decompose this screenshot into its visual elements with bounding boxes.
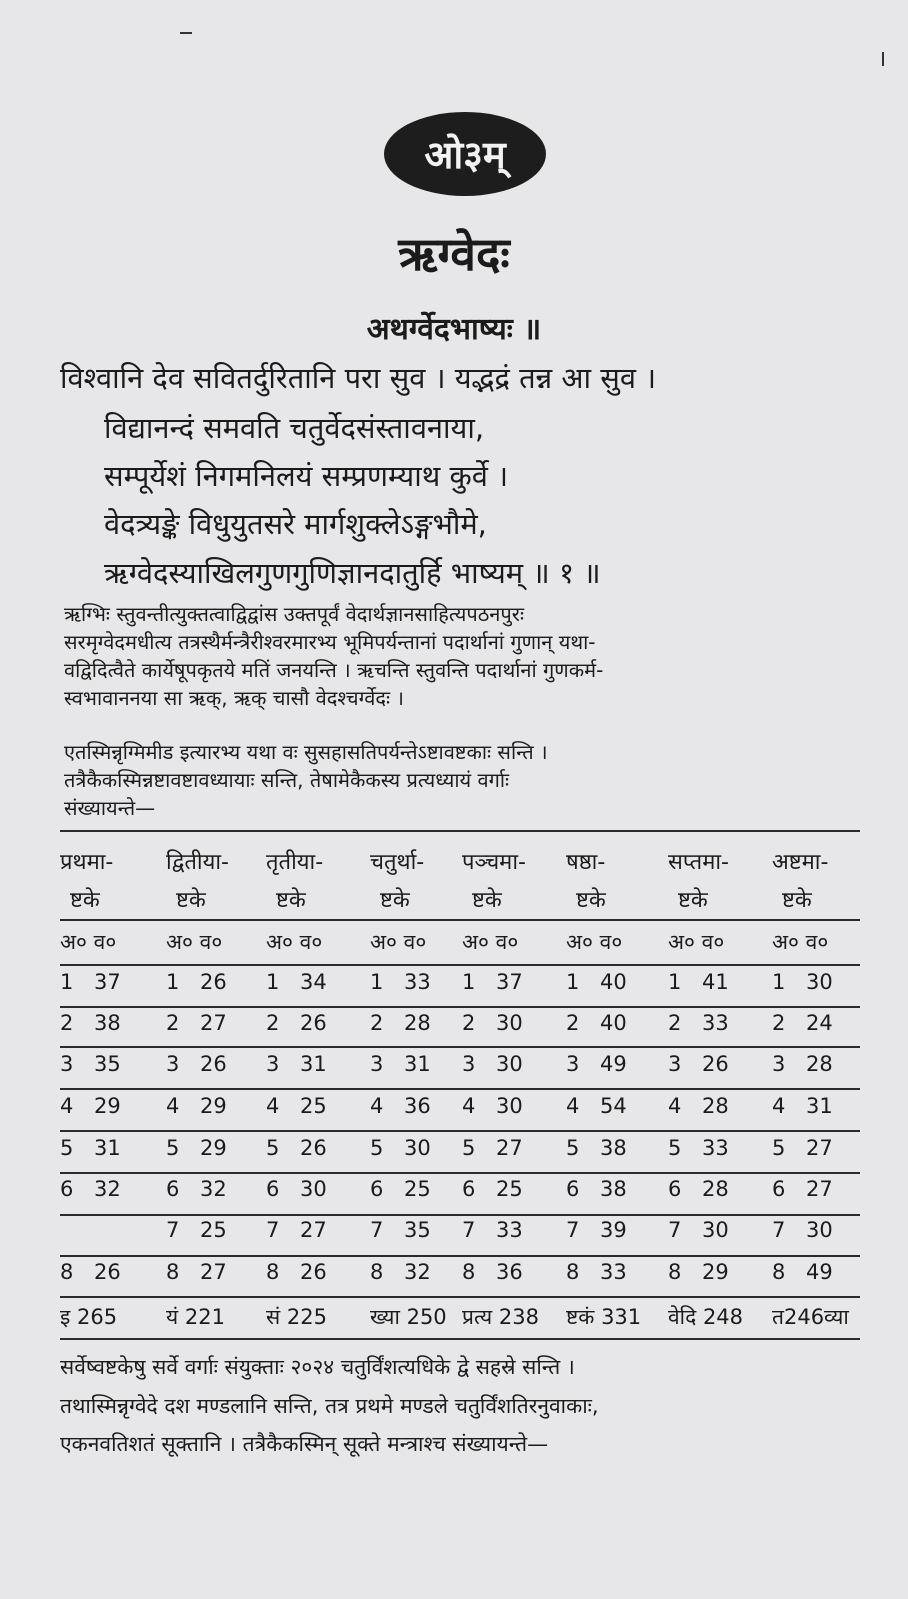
column-total: ष्टकं 331 (566, 1305, 642, 1329)
column-header: पञ्चमा- (462, 850, 526, 875)
column-total: ख्या 250 (370, 1305, 447, 1329)
varga-count: 30 (806, 1218, 833, 1242)
adhyaya-number: 3 (266, 1052, 280, 1076)
adhyaya-number: 5 (266, 1136, 280, 1160)
adhyaya-number: 7 (772, 1218, 786, 1242)
adhyaya-number: 1 (370, 970, 384, 994)
adhyaya-number: 2 (772, 1011, 786, 1035)
column-total: इ 265 (60, 1305, 118, 1329)
table-rule (60, 1046, 860, 1048)
varga-count: 26 (300, 1136, 327, 1160)
varga-count: 33 (702, 1136, 729, 1160)
adhyaya-number: 1 (60, 970, 74, 994)
varga-count: 25 (496, 1177, 523, 1201)
varga-count: 40 (600, 970, 627, 994)
column-header-suffix: ष्टके (576, 888, 606, 913)
varga-count: 33 (404, 970, 431, 994)
summary-line: एकनवतिशतं सूक्तानि । तत्रैकैकस्मिन् सूक्ते मन्त्राश्च संख्यायन्ते— (60, 1432, 549, 1456)
table-rule (60, 1006, 860, 1008)
varga-count: 30 (806, 970, 833, 994)
adhyaya-number: 5 (462, 1136, 476, 1160)
varga-count: 30 (300, 1177, 327, 1201)
varga-count: 38 (600, 1177, 627, 1201)
varga-count: 29 (200, 1094, 227, 1118)
varga-count: 29 (200, 1136, 227, 1160)
varga-count: 27 (806, 1136, 833, 1160)
varga-count: 30 (404, 1136, 431, 1160)
varga-count: 32 (200, 1177, 227, 1201)
column-total: त246व्या (772, 1305, 849, 1329)
column-subheader: अ० व० (772, 930, 829, 954)
table-rule (60, 1130, 860, 1132)
summary-line: तथास्मिन्नृग्वेदे दश मण्डलानि सन्ति, तत्र प्रथमे मण्डले चतुर्विंशतिरनुवाकाः, (60, 1394, 599, 1418)
adhyaya-number: 8 (772, 1260, 786, 1284)
adhyaya-number: 3 (60, 1052, 74, 1076)
column-header-suffix: ष्टके (782, 888, 812, 913)
varga-count: 33 (600, 1260, 627, 1284)
varga-count: 32 (94, 1177, 121, 1201)
adhyaya-number: 7 (668, 1218, 682, 1242)
varga-count: 26 (702, 1052, 729, 1076)
adhyaya-number: 6 (772, 1177, 786, 1201)
column-header: चतुर्था- (370, 850, 425, 875)
varga-count: 36 (404, 1094, 431, 1118)
varga-count: 34 (300, 970, 327, 994)
column-total: वेदि 248 (668, 1305, 744, 1329)
varga-count: 33 (496, 1218, 523, 1242)
adhyaya-number: 1 (566, 970, 580, 994)
adhyaya-number: 4 (772, 1094, 786, 1118)
varga-count: 26 (300, 1260, 327, 1284)
summary-line: सर्वेष्वष्टकेषु सर्वे वर्गाः संयुक्ताः २०२४ चतुर्विंशत्यधिके द्वे सहस्रे सन्ति । (60, 1355, 575, 1379)
varga-count: 49 (600, 1052, 627, 1076)
varga-count: 29 (94, 1094, 121, 1118)
table-rule (60, 1296, 860, 1298)
column-subheader: अ० व० (166, 930, 223, 954)
adhyaya-number: 3 (772, 1052, 786, 1076)
verse-line: विद्यानन्दं समवति चतुर्वेदसंस्तावनाया, (104, 411, 485, 445)
adhyaya-number: 1 (668, 970, 682, 994)
adhyaya-number: 6 (166, 1177, 180, 1201)
adhyaya-number: 2 (462, 1011, 476, 1035)
varga-count: 33 (702, 1011, 729, 1035)
adhyaya-number: 2 (60, 1011, 74, 1035)
intro-paragraph (64, 600, 864, 712)
adhyaya-number: 2 (566, 1011, 580, 1035)
adhyaya-number: 7 (166, 1218, 180, 1242)
verse-line: वेदत्र्यङ्के विधुयुतसरे मार्गशुक्लेऽङ्गभौमे, (104, 507, 487, 541)
adhyaya-number: 2 (166, 1011, 180, 1035)
varga-count: 31 (404, 1052, 431, 1076)
adhyaya-number: 3 (566, 1052, 580, 1076)
adhyaya-number: 8 (166, 1260, 180, 1284)
adhyaya-number: 8 (566, 1260, 580, 1284)
varga-count: 30 (496, 1052, 523, 1076)
varga-count: 27 (496, 1136, 523, 1160)
column-subheader: अ० व० (370, 930, 427, 954)
adhyaya-number: 5 (370, 1136, 384, 1160)
varga-count: 38 (600, 1136, 627, 1160)
adhyaya-number: 4 (60, 1094, 74, 1118)
adhyaya-number: 8 (668, 1260, 682, 1284)
om-emblem (384, 112, 546, 196)
paragraph-line: तत्रैकैकस्मिन्नष्टावष्टावध्यायाः सन्ति, तेषामेकैकस्य प्रत्यध्यायं वर्गाः (64, 768, 510, 792)
varga-count: 39 (600, 1218, 627, 1242)
adhyaya-number: 6 (462, 1177, 476, 1201)
column-subheader: अ० व० (462, 930, 519, 954)
column-header-suffix: ष्टके (678, 888, 708, 913)
varga-count: 32 (404, 1260, 431, 1284)
varga-count: 31 (94, 1136, 121, 1160)
adhyaya-number: 4 (266, 1094, 280, 1118)
varga-count: 31 (806, 1094, 833, 1118)
varga-count: 29 (702, 1260, 729, 1284)
varga-count: 54 (600, 1094, 627, 1118)
adhyaya-number: 4 (566, 1094, 580, 1118)
adhyaya-number: 5 (668, 1136, 682, 1160)
adhyaya-number: 5 (772, 1136, 786, 1160)
varga-count: 26 (94, 1260, 121, 1284)
column-total: प्रत्य 238 (462, 1305, 539, 1329)
varga-count: 26 (200, 970, 227, 994)
adhyaya-number: 6 (668, 1177, 682, 1201)
varga-count: 28 (806, 1052, 833, 1076)
paragraph-line: वद्विदित्वैते कार्येषूपकृतये मतिं जनयन्ति । ऋचन्ति स्तुवन्ति पदार्थानां गुणकर्म- (64, 658, 604, 682)
adhyaya-number: 7 (266, 1218, 280, 1242)
adhyaya-number: 5 (60, 1136, 74, 1160)
om-text: ओ३म् (424, 133, 506, 177)
varga-count: 26 (200, 1052, 227, 1076)
print-mark (180, 32, 192, 34)
adhyaya-number: 4 (668, 1094, 682, 1118)
varga-count: 28 (702, 1094, 729, 1118)
varga-count: 28 (404, 1011, 431, 1035)
table-rule (60, 1338, 860, 1340)
varga-count: 25 (404, 1177, 431, 1201)
verse-line: ऋग्वेदस्याखिलगुणगुणिज्ञानदातुर्हि भाष्यम् ॥ १ ॥ (104, 556, 601, 590)
page-edge-mark (882, 52, 884, 66)
varga-count: 25 (200, 1218, 227, 1242)
adhyaya-number: 4 (370, 1094, 384, 1118)
varga-count: 38 (94, 1011, 121, 1035)
page-title: ऋग्वेदः (398, 227, 510, 281)
varga-count: 31 (300, 1052, 327, 1076)
ashtaka-paragraph (64, 738, 864, 822)
column-header: द्वितीया- (166, 850, 229, 875)
varga-count: 35 (94, 1052, 121, 1076)
column-subheader: अ० व० (60, 930, 117, 954)
column-subheader: अ० व० (566, 930, 623, 954)
adhyaya-number: 3 (166, 1052, 180, 1076)
varga-count: 27 (806, 1177, 833, 1201)
paragraph-line: स्वभावाननया सा ऋक्, ऋक् चासौ वेदश्चर्ग्वेदः । (64, 686, 404, 710)
varga-count: 49 (806, 1260, 833, 1284)
table-rule (60, 964, 860, 966)
adhyaya-number: 1 (266, 970, 280, 994)
varga-count: 37 (94, 970, 121, 994)
adhyaya-number: 8 (60, 1260, 74, 1284)
adhyaya-number: 6 (60, 1177, 74, 1201)
varga-count: 30 (496, 1011, 523, 1035)
adhyaya-number: 1 (166, 970, 180, 994)
adhyaya-number: 2 (668, 1011, 682, 1035)
opening-mantra: विश्वानि देव सवितर्दुरितानि परा सुव । यद्भद्रं तन्न आ सुव । (60, 361, 657, 395)
adhyaya-number: 3 (370, 1052, 384, 1076)
adhyaya-number: 6 (370, 1177, 384, 1201)
page-subtitle: अथर्ग्वेदभाष्यः ॥ (366, 312, 542, 347)
varga-count: 24 (806, 1011, 833, 1035)
adhyaya-number: 7 (566, 1218, 580, 1242)
paragraph-line: सरमृग्वेदमधीत्य तत्रस्थैर्मन्त्रैरीश्वरमारभ्य भूमिपर्यन्तानां पदार्थानां गुणान् यथा- (64, 630, 596, 654)
adhyaya-number: 2 (266, 1011, 280, 1035)
varga-count: 30 (702, 1218, 729, 1242)
adhyaya-number: 1 (462, 970, 476, 994)
column-header: षष्ठा- (566, 850, 606, 875)
varga-count: 37 (496, 970, 523, 994)
varga-count: 28 (702, 1177, 729, 1201)
column-total: सं 225 (266, 1305, 327, 1329)
verse-line: सम्पूर्येशं निगमनिलयं सम्प्रणम्याथ कुर्वे । (104, 459, 509, 493)
column-subheader: अ० व० (668, 930, 725, 954)
adhyaya-number: 6 (266, 1177, 280, 1201)
varga-count: 27 (200, 1011, 227, 1035)
table-rule (60, 830, 860, 832)
varga-count: 35 (404, 1218, 431, 1242)
varga-count: 25 (300, 1094, 327, 1118)
column-header-suffix: ष्टके (472, 888, 502, 913)
paragraph-line: ऋग्भिः स्तुवन्तीत्युक्तत्वाद्विद्वांस उक्तपूर्वं वेदार्थज्ञानसाहित्यपठनपुरः (64, 602, 524, 626)
table-rule (60, 1214, 860, 1216)
column-header: अष्टमा- (772, 850, 829, 875)
varga-count: 27 (300, 1218, 327, 1242)
adhyaya-number: 8 (462, 1260, 476, 1284)
column-header-suffix: ष्टके (70, 888, 100, 913)
adhyaya-number: 8 (266, 1260, 280, 1284)
adhyaya-number: 3 (668, 1052, 682, 1076)
paragraph-line: संख्यायन्ते— (64, 796, 156, 820)
column-header: प्रथमा- (60, 850, 114, 875)
adhyaya-number: 6 (566, 1177, 580, 1201)
adhyaya-number: 7 (370, 1218, 384, 1242)
adhyaya-number: 5 (166, 1136, 180, 1160)
adhyaya-number: 4 (166, 1094, 180, 1118)
adhyaya-number: 3 (462, 1052, 476, 1076)
column-subheader: अ० व० (266, 930, 323, 954)
varga-count: 26 (300, 1011, 327, 1035)
adhyaya-number: 7 (462, 1218, 476, 1242)
column-header: तृतीया- (266, 850, 324, 875)
column-total: यं 221 (166, 1305, 225, 1329)
varga-count: 36 (496, 1260, 523, 1284)
adhyaya-number: 5 (566, 1136, 580, 1160)
column-header-suffix: ष्टके (176, 888, 206, 913)
adhyaya-number: 8 (370, 1260, 384, 1284)
table-rule (60, 1255, 860, 1257)
varga-count: 41 (702, 970, 729, 994)
column-header-suffix: ष्टके (276, 888, 306, 913)
table-rule (60, 1088, 860, 1090)
adhyaya-number: 2 (370, 1011, 384, 1035)
table-rule (60, 919, 860, 921)
varga-count: 40 (600, 1011, 627, 1035)
adhyaya-number: 4 (462, 1094, 476, 1118)
adhyaya-number: 1 (772, 970, 786, 994)
varga-count: 27 (200, 1260, 227, 1284)
table-rule (60, 1172, 860, 1174)
column-header-suffix: ष्टके (380, 888, 410, 913)
column-header: सप्तमा- (668, 850, 729, 875)
paragraph-line: एतस्मिन्नृग्मिमीड इत्यारभ्य यथा वः सुसहासतिपर्यन्तेऽष्टावष्टकाः सन्ति । (64, 740, 548, 764)
varga-count: 30 (496, 1094, 523, 1118)
